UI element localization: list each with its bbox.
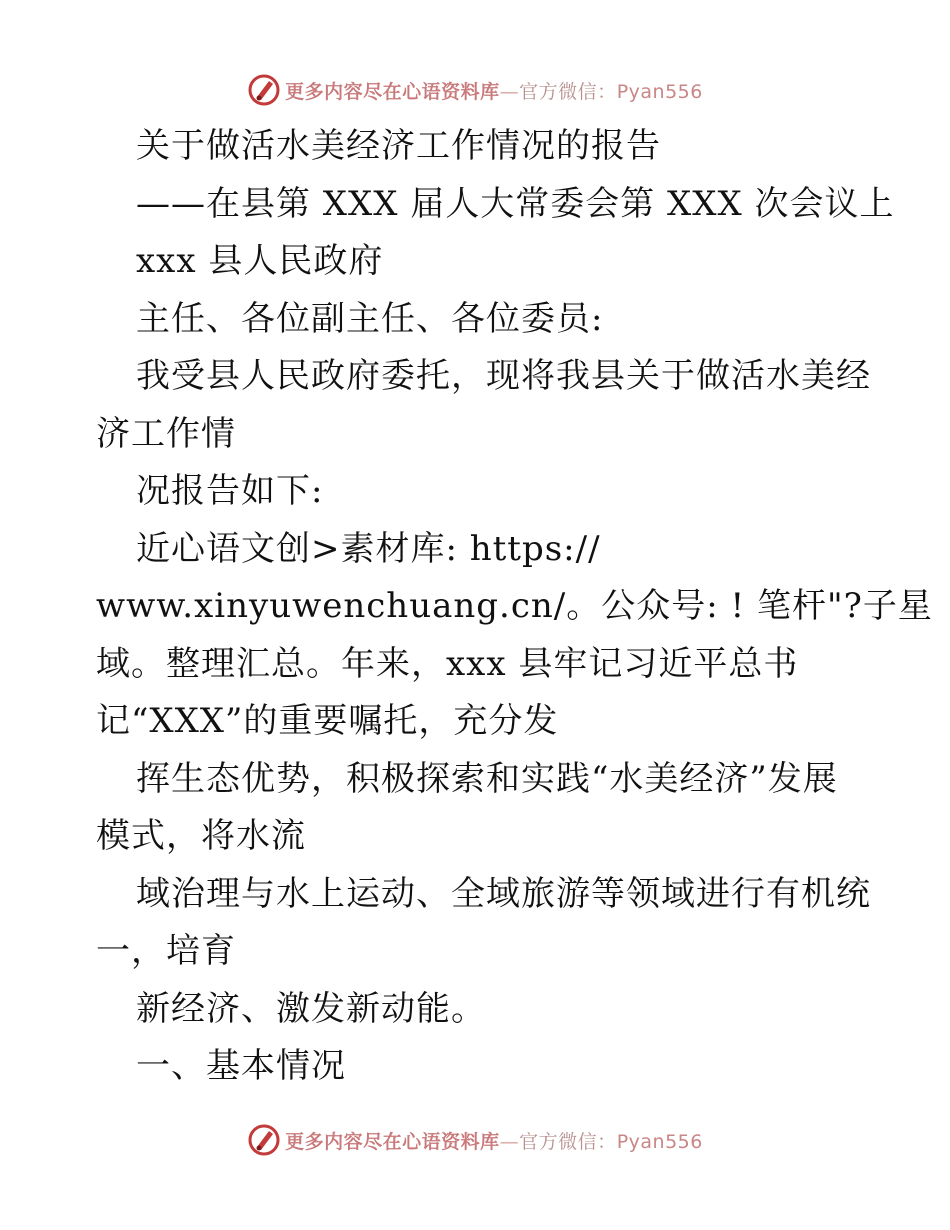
text-line: 域治理与水上运动、全域旅游等领域进行有机统 (136, 873, 871, 914)
text-line: xxx 县人民政府 (136, 241, 384, 281)
text-line: 关于做活水美经济工作情况的报告 (136, 126, 661, 166)
text-line: 模式，将水流 (96, 816, 306, 856)
footer-banner (0, 1120, 950, 1160)
text-line: www.xinyuwenchuang.cn/。公众号: ! 笔杆"?子星 (96, 586, 933, 626)
text-line: 记“XXX”的重要嘱托，充分发 (96, 701, 559, 741)
text-line: 主任、各位副主任、各位委员: (136, 298, 604, 339)
text-line: 一、基本情况 (136, 1046, 346, 1086)
text-line: 域。整理汇总。年来，xxx 县牢记习近平总书 (96, 643, 799, 684)
banner-text: 更多内容尽在心语资料库—官方微信：Pyan556 (285, 80, 703, 103)
text-line: 况报告如下: (136, 471, 324, 511)
text-line: 我受县人民政府委托，现将我县关于做活水美经 (136, 356, 871, 396)
pen-logo-icon (247, 73, 281, 107)
text-line: 挥生态优势，积极探索和实践“水美经济”发展 (136, 758, 838, 799)
banner-text: 更多内容尽在心语资料库—官方微信：Pyan556 (285, 1130, 703, 1153)
document-body (96, 118, 933, 1096)
text-line: ——在县第 XXX 届人大常委会第 XXX 次会议上 (136, 183, 895, 224)
text-line: 济工作情 (96, 413, 236, 454)
text-line: 新经济、激发新动能。 (136, 988, 486, 1029)
text-line: 一，培育 (96, 931, 236, 971)
header-banner (0, 70, 950, 110)
text-line: 近心语文创>素材库: https:// (136, 528, 601, 569)
pen-logo-icon (247, 1123, 281, 1157)
